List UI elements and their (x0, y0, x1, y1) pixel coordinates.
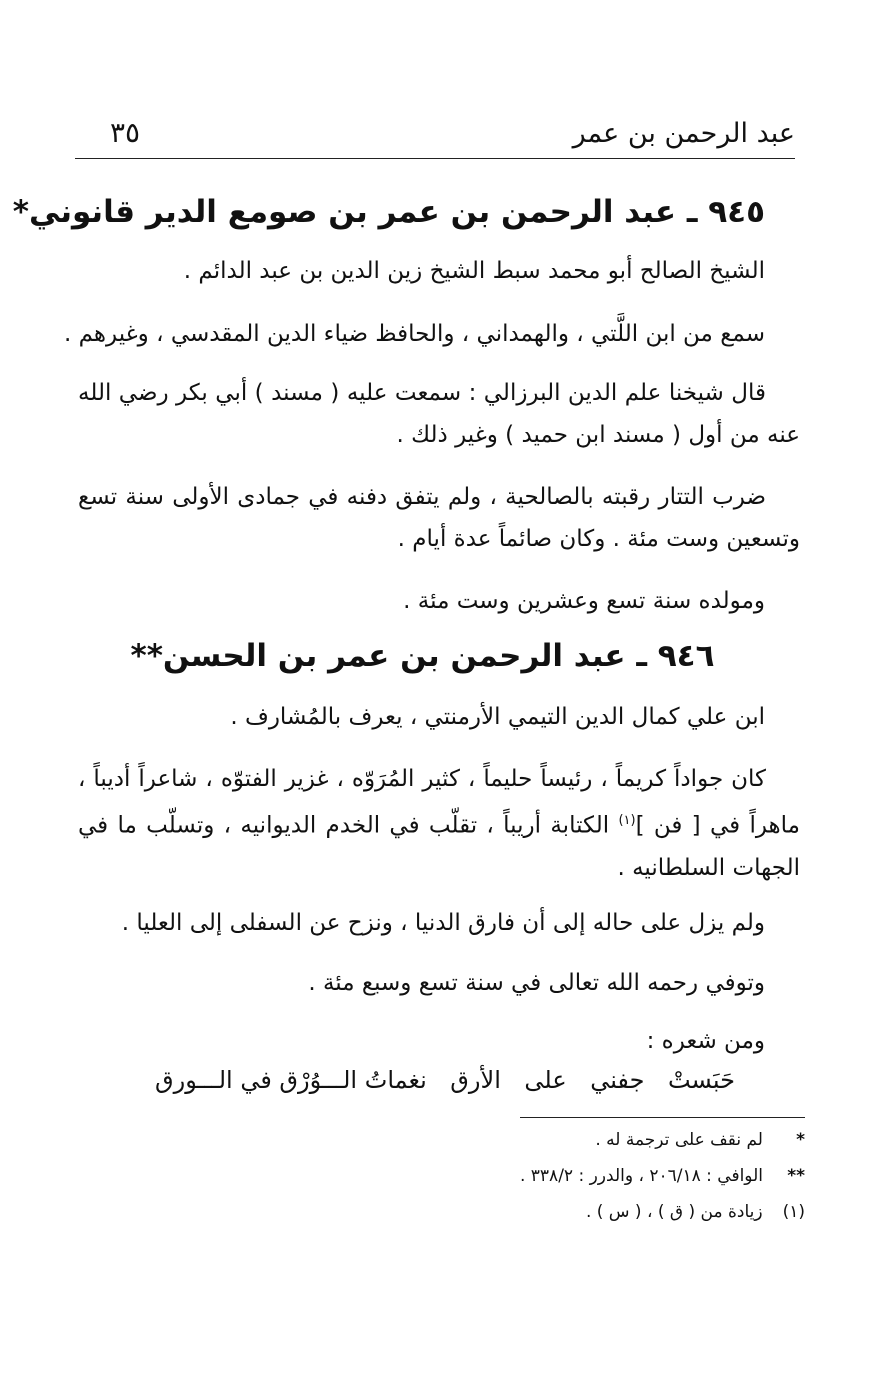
entry-946-paragraph (78, 758, 800, 889)
footnote-text: لم نقف على ترجمة له . (595, 1130, 763, 1150)
page-number: ٣٥ (110, 116, 141, 149)
running-title: عبد الرحمن بن عمر (572, 118, 795, 149)
footnote-mark: * (796, 1130, 805, 1150)
entry-946-paragraph: ولم يزل على حاله إلى أن فارق الدنيا ، ونزح عن السفلى إلى العليا . (121, 910, 765, 936)
entry-946-heading: ٩٤٦ ـ عبد الرحمن بن عمر بن الحسن** (130, 638, 715, 674)
footnote-mark: (١) (782, 1202, 805, 1222)
poem-word: حَبَستْ (667, 1066, 735, 1094)
poem-verse (155, 1066, 735, 1094)
entry-945-heading: ٩٤٥ ـ عبد الرحمن بن عمر بن صومع الدير قانوني* (12, 194, 765, 230)
footnote-mark: ** (787, 1166, 805, 1186)
entry-946-paragraph: ومن شعره : (646, 1028, 765, 1054)
entry-945-paragraph: ضرب التتار رقبته بالصالحية ، ولم يتفق دفنه في جمادى الأولى سنة تسع وتسعين وست مئة . وكان صائماً عدة أيام . (78, 484, 800, 552)
header-divider (75, 158, 795, 159)
footnote (80, 1166, 805, 1186)
entry-946-paragraph: ابن علي كمال الدين التيمي الأرمنتي ، يعرف بالمُشارف . (230, 704, 765, 730)
poem-word: جفني (590, 1066, 645, 1094)
poem-word: على (524, 1066, 567, 1094)
poem-hemistich: نغماتُ الـــوُرْق في الـــورق (155, 1066, 427, 1094)
entry-945-paragraph: سمع من ابن اللَّتي ، والهمداني ، والحافظ ضياء الدين المقدسي ، وغيرهم . (63, 321, 765, 347)
paragraph-text: الكتابة أريباً ، تقلّب في الخدم الديوانيه ، وتسلّب ما في الجهات السلطانيه . (78, 812, 800, 881)
entry-945-paragraph: ومولده سنة تسع وعشرين وست مئة . (403, 588, 765, 614)
entry-945-paragraph: الشيخ الصالح أبو محمد سبط الشيخ زين الدين بن عبد الدائم . (183, 258, 765, 284)
footnote (80, 1202, 805, 1222)
entry-946-paragraph: وتوفي رحمه الله تعالى في سنة تسع وسبع مئة . (308, 970, 765, 996)
poem-word: الأرق (450, 1066, 501, 1094)
footnote (80, 1130, 805, 1150)
entry-945-paragraph: قال شيخنا علم الدين البرزالي : سمعت عليه ( مسند ) أبي بكر رضي الله عنه من أول ( مسند ابن حميد ) وغير ذلك . (78, 380, 800, 448)
paragraph-text: كان جواداً كريماً ، رئيساً حليماً ، كثير المُرَوّه ، غزير الفتوّه ، شاعراً أديباً ، ماهراً في [ فن ] (78, 766, 800, 839)
footnote-divider (520, 1117, 805, 1118)
footnote-text: زيادة من ( ق ) ، ( س ) . (585, 1202, 763, 1222)
footnote-reference: (١) (618, 813, 636, 828)
footnote-text: الوافي : ٢٠٦/١٨ ، والدرر : ٣٣٨/٢ . (519, 1166, 763, 1186)
